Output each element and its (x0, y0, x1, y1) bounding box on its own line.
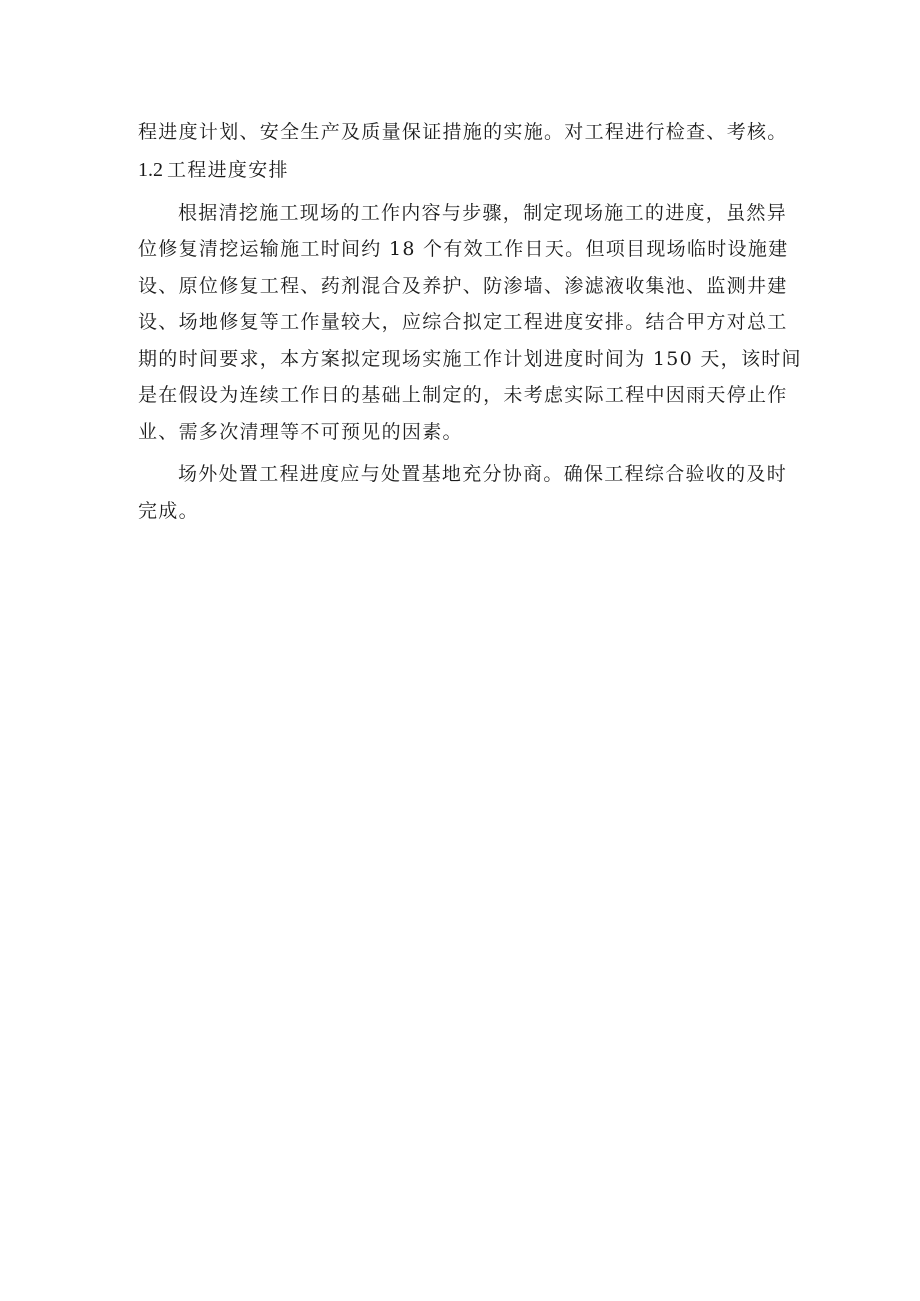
paragraph-line: 设、场地修复等工作量较大，应综合拟定工程进度安排。结合甲方对总工 (138, 311, 788, 333)
paragraph-1 (138, 195, 802, 451)
paragraph-line: 设、原位修复工程、药剂混合及养护、防渗墙、渗滤液收集池、监测井建 (138, 274, 788, 297)
paragraph-line: 场外处置工程进度应与处置基地充分协商。确保工程综合验收的及时 (178, 463, 788, 485)
intro-line: 程进度计划、安全生产及质量保证措施的实施。对工程进行检查、考核。 (138, 121, 788, 143)
document-body (138, 114, 802, 529)
paragraph-2 (138, 456, 788, 529)
section-heading (138, 151, 788, 189)
paragraph-line: 期的时间要求，本方案拟定现场实施工作计划进度时间为 150 天，该时间 (138, 347, 802, 370)
paragraph-line: 完成。 (138, 499, 199, 522)
paragraph-line: 位修复清挖运输施工时间约 18 个有效工作日天。但项目现场临时设施建 (138, 238, 789, 260)
section-title: 工程进度安排 (167, 158, 289, 181)
paragraph-line: 业、需多次清理等不可预见的因素。 (138, 420, 463, 443)
section-number: 1.2 (138, 158, 163, 181)
paragraph-line: 根据清挖施工现场的工作内容与步骤，制定现场施工的进度，虽然异 (178, 201, 788, 224)
paragraph-line: 是在假设为连续工作日的基础上制定的，未考虑实际工程中因雨天停止作 (138, 384, 788, 406)
